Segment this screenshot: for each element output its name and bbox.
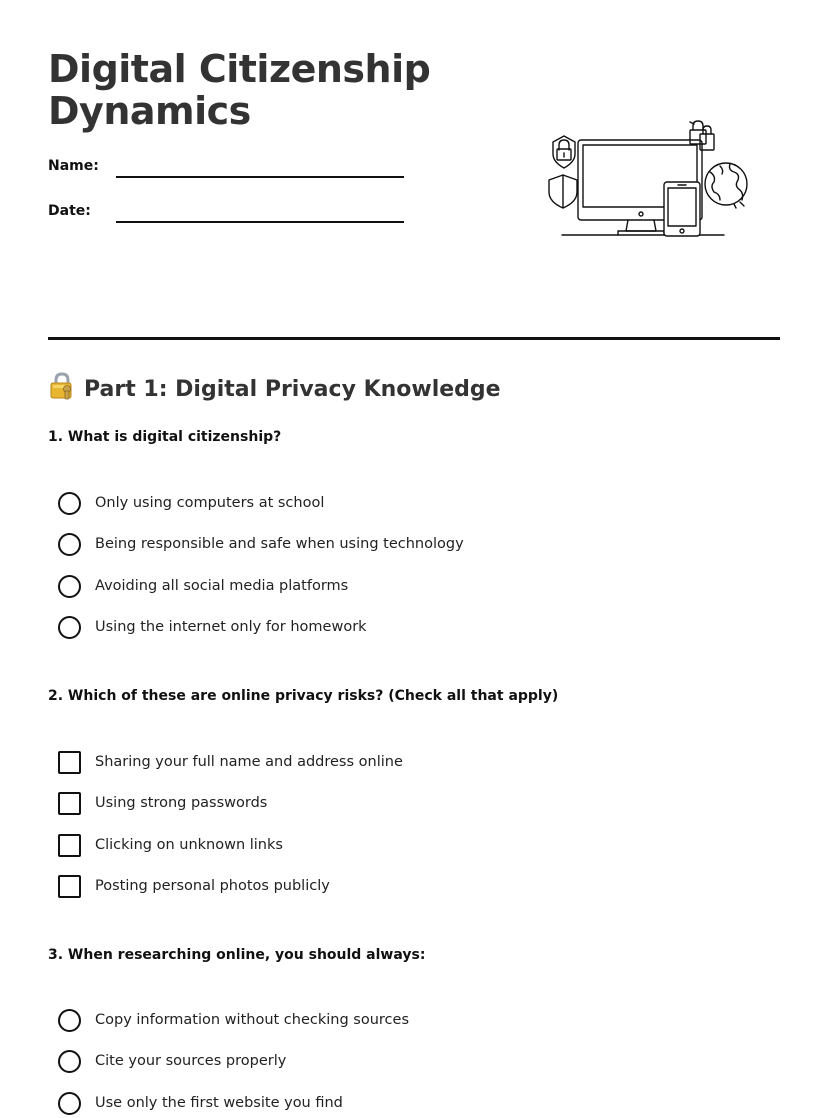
shield-icon: [549, 175, 577, 208]
option-label: Avoiding all social media platforms: [95, 578, 349, 594]
q3-option-a[interactable]: [58, 1008, 758, 1032]
option-label: Only using computers at school: [95, 495, 325, 511]
q2-option-b[interactable]: [58, 791, 758, 815]
devices-security-illustration: [544, 116, 756, 244]
option-label: Use only the first website you find: [95, 1095, 343, 1111]
option-label: Cite your sources properly: [95, 1053, 287, 1069]
question-2: 2. Which of these are online privacy risks? (Check all that apply): [48, 688, 559, 704]
question-3: 3. When researching online, you should always:: [48, 947, 426, 963]
phone-icon: [664, 182, 700, 236]
option-label: Copy information without checking sources: [95, 1012, 409, 1028]
option-label: Posting personal photos publicly: [95, 878, 330, 894]
q1-option-c[interactable]: [58, 574, 758, 598]
name-label: Name:: [48, 158, 99, 174]
radio-button[interactable]: [58, 1092, 81, 1115]
section-divider: [48, 337, 780, 340]
q2-option-c[interactable]: [58, 833, 758, 857]
q2-option-d[interactable]: [58, 874, 758, 898]
q1-option-a[interactable]: [58, 491, 758, 515]
checkbox[interactable]: [58, 875, 81, 898]
option-label: Being responsible and safe when using technology: [95, 536, 464, 552]
title-line-1: Digital Citizenship: [48, 47, 431, 91]
name-field: [48, 154, 408, 184]
title-line-2: Dynamics: [48, 89, 251, 133]
q2-option-a[interactable]: [58, 750, 758, 774]
section-1-title: [48, 372, 501, 406]
radio-button[interactable]: [58, 1050, 81, 1073]
option-label: Clicking on unknown links: [95, 837, 283, 853]
date-blank-line[interactable]: [116, 221, 404, 223]
q3-option-b[interactable]: [58, 1049, 758, 1073]
question-1: 1. What is digital citizenship?: [48, 429, 282, 445]
q3-option-c[interactable]: [58, 1091, 758, 1115]
q1-option-b[interactable]: [58, 532, 758, 556]
option-label: Using the internet only for homework: [95, 619, 367, 635]
radio-button[interactable]: [58, 616, 81, 639]
worksheet-title: [48, 48, 430, 132]
date-label: Date:: [48, 203, 91, 219]
checkbox[interactable]: [58, 751, 81, 774]
padlock-icon: [553, 136, 575, 168]
section-1-title-text: Part 1: Digital Privacy Knowledge: [84, 377, 501, 402]
date-field: [48, 199, 408, 229]
option-label: Using strong passwords: [95, 795, 268, 811]
checkbox[interactable]: [58, 834, 81, 857]
q1-option-d[interactable]: [58, 615, 758, 639]
radio-button[interactable]: [58, 575, 81, 598]
radio-button[interactable]: [58, 533, 81, 556]
radio-button[interactable]: [58, 1009, 81, 1032]
checkbox[interactable]: [58, 792, 81, 815]
globe-icon: [705, 163, 747, 208]
option-label: Sharing your full name and address online: [95, 754, 403, 770]
locked-with-key-icon: [48, 372, 76, 400]
name-blank-line[interactable]: [116, 176, 404, 178]
radio-button[interactable]: [58, 492, 81, 515]
